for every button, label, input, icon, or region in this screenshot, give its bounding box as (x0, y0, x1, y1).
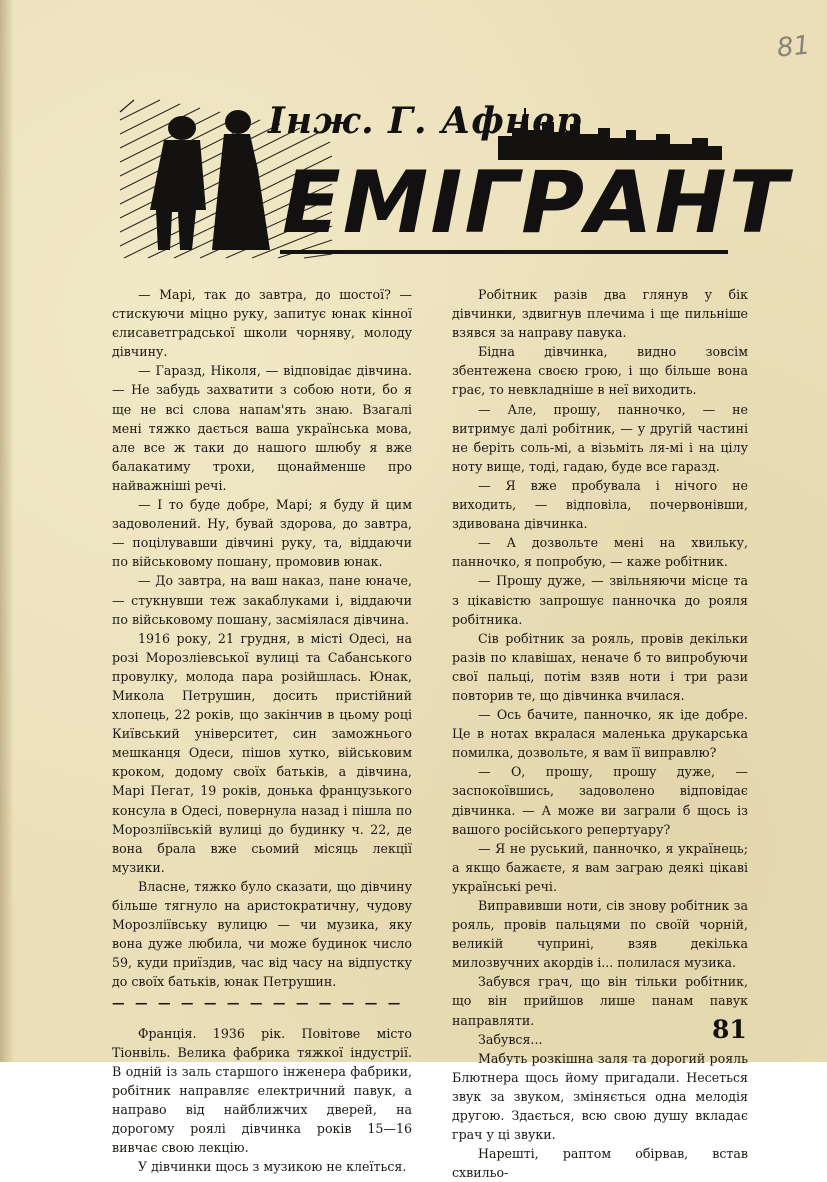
paragraph: — Я не руський, панночко, я українець; а якщо бажаєте, я вам заграю деякі цікаві українські речі. (452, 840, 748, 894)
page-number: 81 (712, 1015, 747, 1044)
text-column-right (452, 285, 748, 1182)
paragraph: — Я вже пробувала і нічого не виходить, — відповіла, почервонівши, здивована дівчинка. (452, 477, 748, 532)
paragraph: Мабуть розкішна заля та дорогий рояль Блютнера щось йому пригадали. Несеться звук за звуком, зміняється одна мелодія другою. Здається, всю свою душу вкладає грач у ці звуки. (452, 1050, 748, 1143)
paragraph: — Прошу дуже, — звільняючи місце та з цікавістю запрошує панночка до рояля робітника. (452, 573, 748, 627)
paragraph: Робітник разів два глянув у бік дівчинки, здвигнув плечима і ще пильніше взявся за направу павука. (452, 287, 748, 341)
paragraph: — І то буде добре, Марі; я буду й цим задоволений. Ну, бувай здорова, до завтра, — поцілувавши дівчині руку, та, віддаючи по військовому пошану, промовив юнак. (112, 497, 412, 570)
pencil-page-number: 81 (775, 30, 812, 64)
title-header (120, 100, 790, 260)
paragraph: Забувся грач, що він тільки робітник, що він прийшов лише панам павук направляти. (452, 974, 748, 1028)
paragraph: — Гаразд, Ніколя, — відповідає дівчина. — Не забудь захватити з собою ноти, бо я ще не всі слова напам'ять знаю. Взагалі мені тяжко дається ваша українська мова, але все ж таки до нашого шлюбу я вже балакатиму трохи, щонайменше про найважніші речі. (112, 363, 412, 493)
paragraph: Бідна дівчинка, видно зовсім збентежена своєю грою, і що більше вона грає, то невкладніше в неї виходить. (452, 344, 748, 398)
paragraph: У дівчинки щось з музикою не клеїться. (138, 1159, 407, 1175)
text-column-left (112, 285, 412, 1176)
section-separator: — — — — — — — — — — — — — (112, 995, 404, 1011)
paragraph: 1916 року, 21 грудня, в місті Одесі, на розі Морозліевської вулиці та Сабанського провулку, молода пара розійшлась. Юнак, Микола Петрушин, досить пристійний хлопець, 22 років, що закінчив в цьому році Київський університет, син заможнього мешканця Одеси, пішов хутко, військовим кроком, додому своїх батьків, а дівчина, Марі Пегат, 19 років, донька французького консула в Одесі, повернула назад і пішла по Морозліївській вулиці до будинку ч. 22, де вона брала вже сьомий місяць лекції музики. (112, 630, 412, 875)
paragraph: Виправивши ноти, сів знову робітник за рояль, провів пальцями по своїй чорній, великій чуприні, взяв декілька милозвучних акордів і... полилася музика. (452, 898, 748, 971)
page-edge-shadow (0, 0, 14, 1062)
paragraph: — До завтра, на ваш наказ, пане юначе, — стукнувши теж закаблуками і, віддаючи по військовому пошану, засміялася дівчина. (112, 573, 412, 627)
paragraph: Власне, тяжко було сказати, що дівчину більше тягнуло на аристократичну, чудову Морозліївську вулицю — чи музика, яку вона дуже любила, чи може будинок число 59, куди приїздив, час від часу на відпустку до своїх батьків, юнак Петрушин. (112, 878, 412, 990)
hatched-band-icon (120, 100, 134, 112)
paragraph: — Але, прошу, панночко, — не витримує далі робітник, — у другій частині не беріть соль-мі, а візьміть ля-мі і на цілу ноту вище, тоді, гадаю, буде все гаразд. (452, 401, 748, 474)
paragraph: — Марі, так до завтра, до шостої? — стискуючи міцно руку, запитує юнак кінної єлисаветградської школи чорняву, молоду дівчину. (112, 287, 412, 360)
paragraph: — А дозвольте мені на хвильку, панночко, я попробую, — каже робітник. (452, 535, 748, 570)
paragraph: Сів робітник за рояль, провів декільки разів по клавішах, неначе б то випробуючи свої пальці, потім взяв ноти і три рази повторив те, що дівчинка вчилася. (452, 630, 748, 703)
paragraph: Забувся... (478, 1031, 543, 1047)
paragraph: Франція. 1936 рік. Повітове місто Тіонвіль. Велика фабрика тяжкої індустрії. В одній із заль старшого інженера фабрики, робітник направляє електричний павук, а направо від найближчих дверей, на дорогому роялі дівчинка років 15—16 вивчає свою лекцію. (112, 1025, 412, 1156)
paragraph: — Ось бачите, панночко, як іде добре. Це в нотах вкралася маленька друкарська помилка, дозвольте, я вам її виправлю? (452, 707, 748, 761)
author-name: Інж. Г. Афнер (268, 100, 583, 142)
article-title: ЕМІГРАНТ (282, 153, 790, 253)
paragraph: — О, прошу, прошу дуже, — заспокоївшись, задоволено відповідає дівчинка. — А може ви заграли б щось із вашого російського репертуару? (452, 764, 748, 837)
paragraph: Нарешті, раптом обірвав, встав схвильо- (452, 1146, 748, 1181)
